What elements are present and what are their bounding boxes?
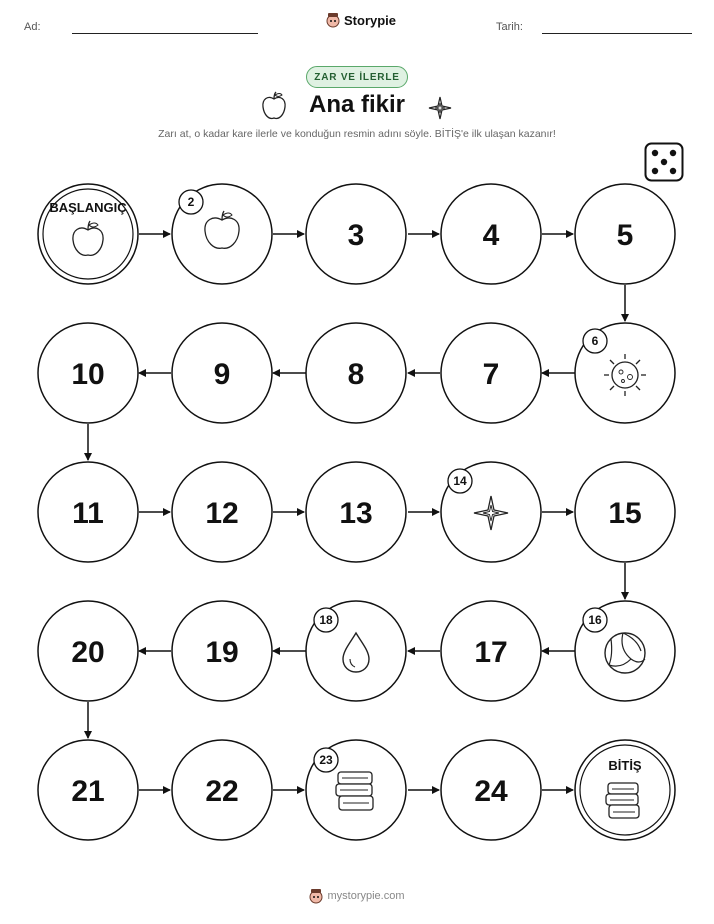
board-square-8[interactable]	[306, 323, 406, 423]
board-square-4[interactable]	[441, 184, 541, 284]
square-number: 24	[474, 775, 508, 808]
square-number: 9	[213, 358, 231, 391]
finish-label: BİTİŞ	[608, 758, 642, 773]
square-number: 21	[71, 775, 105, 808]
brand-name: Storypie	[344, 12, 397, 28]
activity-badge: ZAR VE İLERLE	[306, 66, 408, 88]
start-square[interactable]	[38, 184, 138, 284]
footer	[0, 888, 714, 904]
board-square-17[interactable]	[441, 601, 541, 701]
board-square-24[interactable]	[441, 740, 541, 840]
board-square-6[interactable]	[575, 323, 675, 423]
instructions: Zarı at, o kadar kare ilerle ve konduğun resmin adını söyle. BİTİŞ'e ilk ulaşan kazanır!	[158, 128, 556, 140]
page-title: Ana fikir	[308, 91, 406, 118]
board-square-18[interactable]	[306, 601, 406, 701]
board-square-21[interactable]	[38, 740, 138, 840]
square-number: 13	[339, 497, 373, 530]
square-badge-number: 23	[319, 753, 333, 767]
square-number: 5	[616, 219, 634, 252]
board-square-23[interactable]	[306, 740, 406, 840]
square-number: 11	[72, 497, 104, 530]
finish-square[interactable]	[575, 740, 675, 840]
square-badge-number: 18	[319, 613, 333, 627]
square-number: 17	[474, 636, 508, 669]
book-stack-icon	[336, 772, 373, 810]
square-badge-number: 2	[187, 195, 195, 209]
board-square-15[interactable]	[575, 462, 675, 562]
board-square-16[interactable]	[575, 601, 675, 701]
square-badge-number: 16	[588, 613, 602, 627]
board-square-13[interactable]	[306, 462, 406, 562]
start-label: BAŞLANGIÇ	[49, 200, 127, 215]
board-square-22[interactable]	[172, 740, 272, 840]
date-label: Tarih:	[496, 21, 523, 33]
board-square-11[interactable]	[38, 462, 138, 562]
board-square-20[interactable]	[38, 601, 138, 701]
board-square-12[interactable]	[172, 462, 272, 562]
board-square-3[interactable]	[306, 184, 406, 284]
square-badge-number: 6	[591, 334, 599, 348]
board-square-19[interactable]	[172, 601, 272, 701]
board-square-7[interactable]	[441, 323, 541, 423]
board-square-14[interactable]	[441, 462, 541, 562]
board-square-5[interactable]	[575, 184, 675, 284]
square-number: 12	[205, 497, 239, 530]
square-number: 7	[482, 358, 500, 391]
name-label: Ad:	[24, 21, 41, 33]
board-square-10[interactable]	[38, 323, 138, 423]
storypie-mascot-icon	[309, 888, 323, 904]
square-number: 3	[347, 219, 365, 252]
square-number: 4	[482, 219, 500, 252]
square-number: 8	[347, 358, 365, 391]
square-number: 20	[71, 636, 105, 669]
book-stack-icon	[606, 783, 639, 818]
volleyball-icon	[605, 633, 645, 673]
board-square-2[interactable]	[172, 184, 272, 284]
footer-url[interactable]: mystorypie.com	[327, 890, 405, 902]
square-number: 15	[608, 497, 642, 530]
square-number: 22	[205, 775, 239, 808]
square-number: 19	[205, 636, 239, 669]
square-badge-number: 14	[453, 474, 467, 488]
board-square-9[interactable]	[172, 323, 272, 423]
square-number: 10	[71, 358, 105, 391]
